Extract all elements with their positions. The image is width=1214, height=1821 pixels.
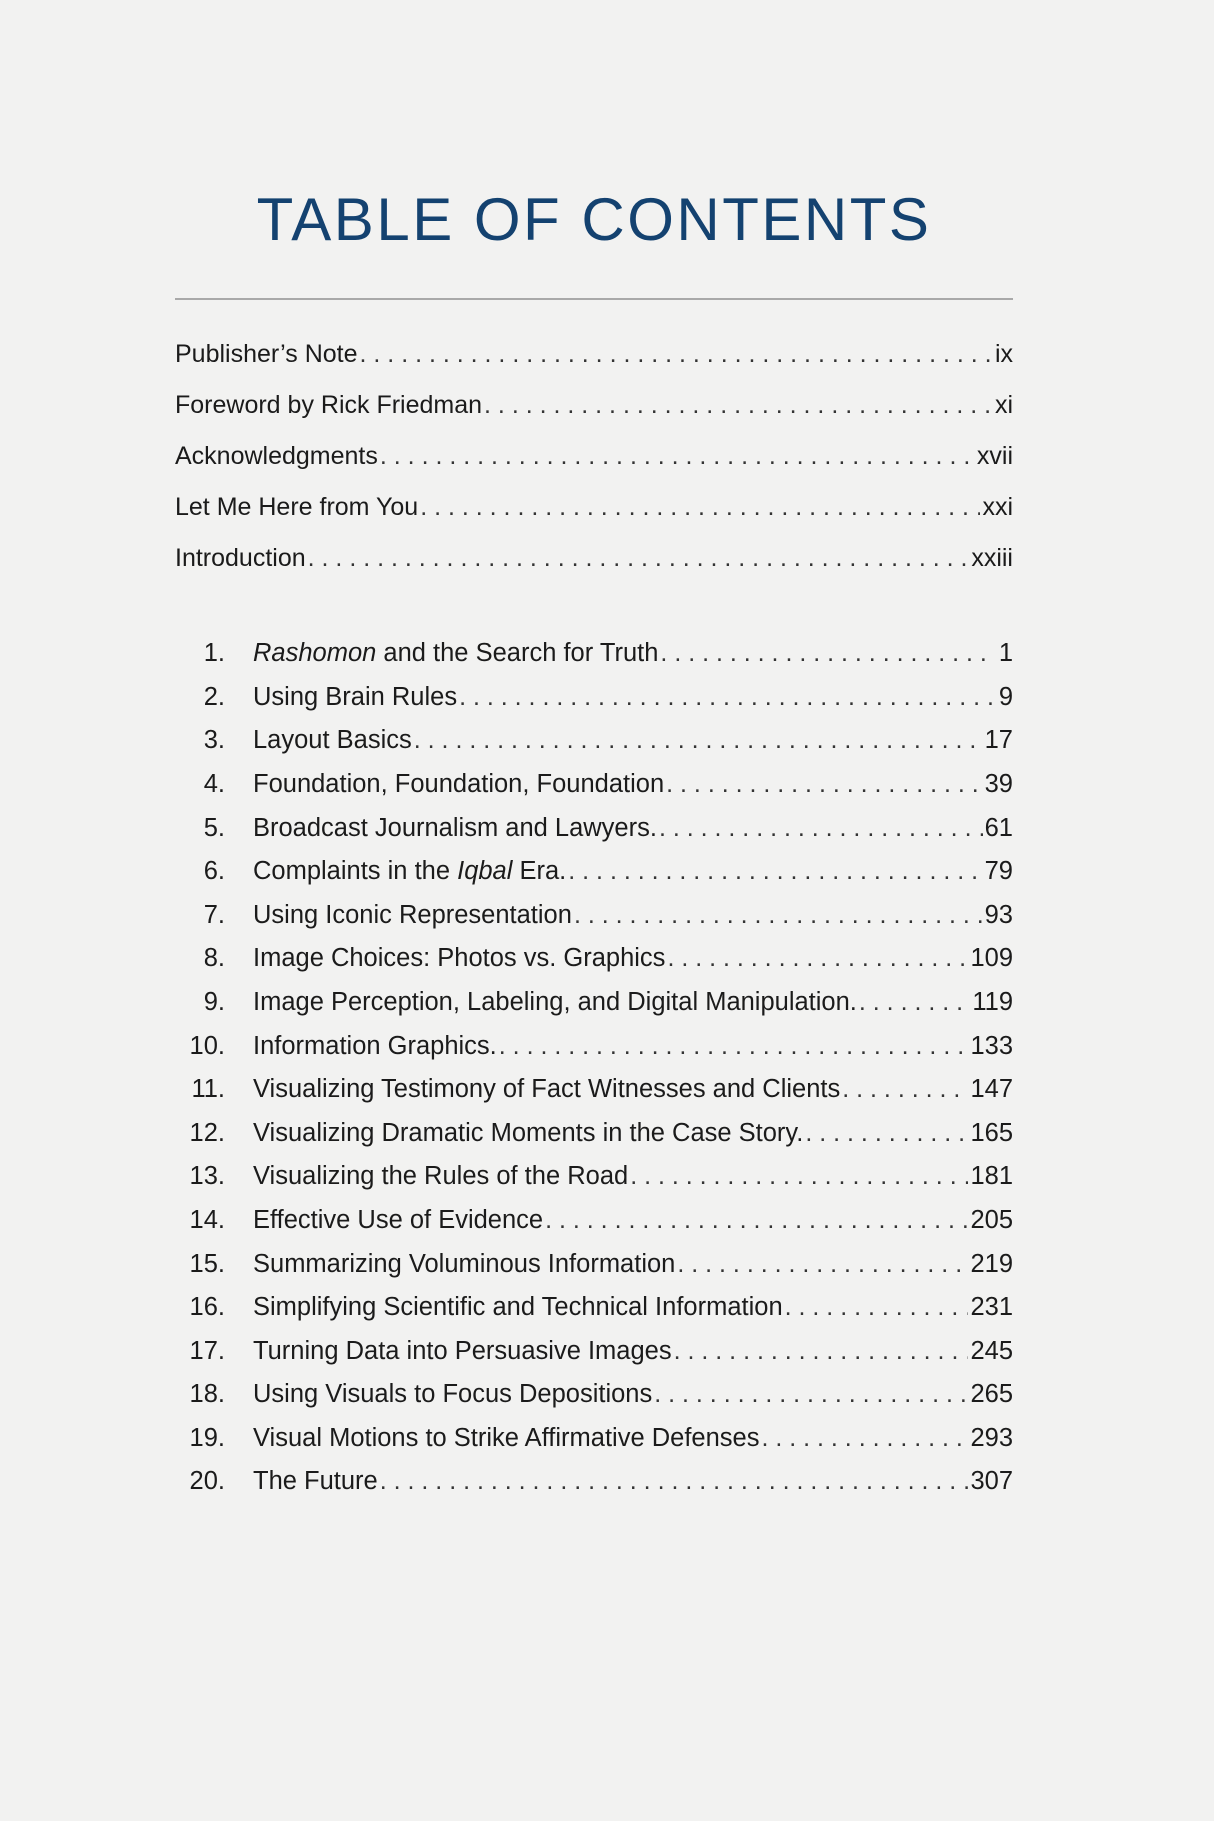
page-title: TABLE OF CONTENTS xyxy=(256,186,932,254)
dot-leader xyxy=(484,393,993,418)
chapter-page-number: 219 xyxy=(970,1249,1013,1278)
chapter-title xyxy=(225,1031,497,1060)
chapter-number: 20. xyxy=(189,1467,225,1496)
chapter-number: 7. xyxy=(203,900,225,929)
chapter-title-text: Visualizing the Rules of the Road xyxy=(253,1162,629,1191)
dot-leader xyxy=(545,1208,968,1233)
chapter-title-text: The Future xyxy=(253,1467,378,1496)
chapter-title xyxy=(225,641,658,667)
chapter-title-text: Image Choices: Photos vs. Graphics xyxy=(253,944,666,973)
chapter-title-text: Visual Motions to Strike Affirmative Defenses xyxy=(253,1423,760,1452)
front-matter-page-number: xxi xyxy=(982,493,1013,522)
chapter-number: 10. xyxy=(189,1031,225,1060)
chapter-title-text: Complaints in the xyxy=(253,857,458,886)
chapter-title xyxy=(225,987,857,1016)
chapter-title xyxy=(225,900,572,929)
chapter-page-number: 109 xyxy=(970,944,1013,973)
dot-leader xyxy=(761,1426,968,1451)
chapter-title xyxy=(225,1382,652,1408)
chapter-title xyxy=(225,1423,760,1452)
dot-leader xyxy=(380,444,975,469)
dot-leader xyxy=(308,546,970,571)
chapter-title-text: Turning Data into Persuasive Images xyxy=(253,1336,672,1365)
chapter-title xyxy=(225,1469,378,1495)
chapter-row[interactable] xyxy=(175,1423,1013,1470)
chapter-row[interactable] xyxy=(175,682,1013,729)
chapter-title-text-after: Era. xyxy=(512,857,567,886)
chapter-title xyxy=(225,1077,840,1103)
chapter-row[interactable] xyxy=(175,728,1013,772)
dot-leader xyxy=(459,685,993,710)
chapter-number: 12. xyxy=(189,1118,225,1147)
front-matter-page-number: xxiii xyxy=(971,544,1013,573)
chapter-row[interactable] xyxy=(175,1031,1013,1078)
chapter-title-text: Information Graphics. xyxy=(253,1031,497,1060)
chapter-row[interactable] xyxy=(175,641,1013,685)
toc-content xyxy=(175,0,1013,1513)
dot-leader xyxy=(667,946,968,971)
chapter-title xyxy=(225,859,566,885)
chapter-number: 2. xyxy=(203,682,225,711)
title-divider xyxy=(175,298,1013,300)
chapter-number: 14. xyxy=(189,1205,225,1234)
chapter-page-number: 17 xyxy=(984,726,1013,755)
chapter-title-text: Using Brain Rules xyxy=(253,682,458,711)
chapter-title-italic-term: Iqbal xyxy=(457,857,513,886)
front-matter-row[interactable] xyxy=(175,546,1013,597)
chapter-page-number: 9 xyxy=(998,682,1013,711)
front-matter-page-number: xi xyxy=(994,391,1013,420)
chapter-page-number: 307 xyxy=(970,1467,1013,1496)
chapter-title-text: Using Iconic Representation xyxy=(253,900,572,929)
chapter-number: 9. xyxy=(203,987,225,1016)
chapter-number: 18. xyxy=(189,1380,225,1409)
chapter-page-number: 165 xyxy=(970,1118,1013,1147)
chapter-row[interactable] xyxy=(175,1469,1013,1513)
dot-leader xyxy=(674,1339,969,1364)
chapter-title-text: Foundation, Foundation, Foundation xyxy=(253,769,665,798)
chapter-page-number: 93 xyxy=(984,900,1013,929)
chapter-row[interactable] xyxy=(175,1295,1013,1339)
dot-leader xyxy=(499,1034,969,1059)
chapter-number: 19. xyxy=(189,1423,225,1452)
chapter-title-text: Visualizing Testimony of Fact Witnesses and Clients xyxy=(253,1075,841,1104)
chapter-row[interactable] xyxy=(175,900,1013,947)
front-matter-row[interactable] xyxy=(175,495,1013,546)
dot-leader xyxy=(574,903,983,928)
dot-leader xyxy=(630,1164,968,1189)
dot-leader xyxy=(785,1295,969,1320)
chapter-number: 15. xyxy=(189,1249,225,1278)
chapter-number: 13. xyxy=(189,1162,225,1191)
chapter-page-number: 133 xyxy=(970,1031,1013,1060)
dot-leader xyxy=(660,641,993,666)
chapter-title xyxy=(225,1336,672,1365)
chapter-title xyxy=(225,1205,544,1234)
chapter-row[interactable] xyxy=(175,859,1013,903)
chapter-number: 1. xyxy=(203,639,225,668)
chapter-title xyxy=(225,769,665,798)
dot-leader xyxy=(568,859,982,884)
chapter-page-number: 293 xyxy=(970,1423,1013,1452)
chapter-title xyxy=(225,813,657,842)
chapter-title xyxy=(225,1249,676,1278)
chapter-title-text: Image Perception, Labeling, and Digital Manipulation. xyxy=(253,987,857,1016)
chapter-row[interactable] xyxy=(175,1336,1013,1383)
chapter-title-text: Layout Basics xyxy=(253,726,412,755)
chapter-row[interactable] xyxy=(175,946,1013,990)
chapter-page-number: 39 xyxy=(984,769,1013,798)
chapter-title-text: Simplifying Scientific and Technical Information xyxy=(253,1293,783,1322)
chapter-title xyxy=(225,946,665,972)
front-matter-label: Acknowledgments xyxy=(175,442,378,471)
chapter-number: 5. xyxy=(203,813,225,842)
chapter-title-text-after: and the Search for Truth xyxy=(376,639,659,668)
front-matter-list xyxy=(175,342,1013,597)
chapter-number: 17. xyxy=(189,1336,225,1365)
front-matter-page-number: xvii xyxy=(976,442,1013,471)
chapter-title-text: Using Visuals to Focus Depositions xyxy=(253,1380,653,1409)
chapter-page-number: 79 xyxy=(984,857,1013,886)
chapter-row[interactable] xyxy=(175,1164,1013,1208)
dot-leader xyxy=(420,495,980,520)
front-matter-row[interactable] xyxy=(175,393,1013,444)
chapter-title xyxy=(225,1118,804,1147)
dot-leader xyxy=(414,728,983,753)
chapter-page-number: 147 xyxy=(970,1075,1013,1104)
front-matter-row[interactable] xyxy=(175,444,1013,495)
chapter-page-number: 231 xyxy=(970,1293,1013,1322)
dot-leader xyxy=(842,1077,968,1102)
chapter-page-number: 119 xyxy=(972,987,1013,1016)
dot-leader xyxy=(805,1121,968,1146)
dot-leader xyxy=(677,1252,968,1277)
chapter-list xyxy=(175,641,1013,1513)
chapter-page-number: 205 xyxy=(970,1205,1013,1234)
chapter-row[interactable] xyxy=(175,1118,1013,1165)
chapter-row[interactable] xyxy=(175,1382,1013,1426)
chapter-title-text: Visualizing Dramatic Moments in the Case Story. xyxy=(253,1118,804,1147)
chapter-page-number: 245 xyxy=(970,1336,1013,1365)
chapter-number: 4. xyxy=(203,769,225,798)
chapter-title-text: Summarizing Voluminous Information xyxy=(253,1249,676,1278)
chapter-row[interactable] xyxy=(175,1205,1013,1252)
chapter-title-text: Effective Use of Evidence xyxy=(253,1205,544,1234)
chapter-row[interactable] xyxy=(175,1077,1013,1121)
chapter-number: 16. xyxy=(189,1293,225,1322)
front-matter-row[interactable] xyxy=(175,342,1013,393)
dot-leader xyxy=(360,342,993,367)
chapter-row[interactable] xyxy=(175,769,1013,816)
chapter-page-number: 61 xyxy=(984,813,1013,842)
front-matter-label: Introduction xyxy=(175,544,306,573)
chapter-title xyxy=(225,1164,628,1190)
chapter-number: 11. xyxy=(191,1075,225,1104)
chapter-title-text: Broadcast Journalism and Lawyers. xyxy=(253,813,657,842)
front-matter-page-number: ix xyxy=(994,340,1013,369)
dot-leader xyxy=(666,772,982,797)
chapter-title xyxy=(225,1295,783,1321)
chapter-title xyxy=(225,682,458,711)
dot-leader xyxy=(654,1382,968,1407)
front-matter-label: Foreword by Rick Friedman xyxy=(175,391,483,420)
chapter-page-number: 265 xyxy=(970,1380,1013,1409)
dot-leader xyxy=(659,816,983,841)
chapter-row[interactable] xyxy=(175,1249,1013,1296)
chapter-page-number: 181 xyxy=(970,1162,1013,1191)
chapter-number: 8. xyxy=(203,944,225,973)
front-matter-label: Let Me Here from You xyxy=(175,493,419,522)
chapter-row[interactable] xyxy=(175,987,1013,1034)
chapter-title xyxy=(225,728,412,754)
dot-leader xyxy=(380,1469,969,1494)
chapter-number: 6. xyxy=(203,857,225,886)
front-matter-label: Publisher’s Note xyxy=(175,340,358,369)
chapter-row[interactable] xyxy=(175,813,1013,860)
chapter-page-number: 1 xyxy=(998,639,1013,668)
chapter-number: 3. xyxy=(203,726,225,755)
chapter-title-italic-term: Rashomon xyxy=(253,639,377,668)
dot-leader xyxy=(859,990,970,1015)
